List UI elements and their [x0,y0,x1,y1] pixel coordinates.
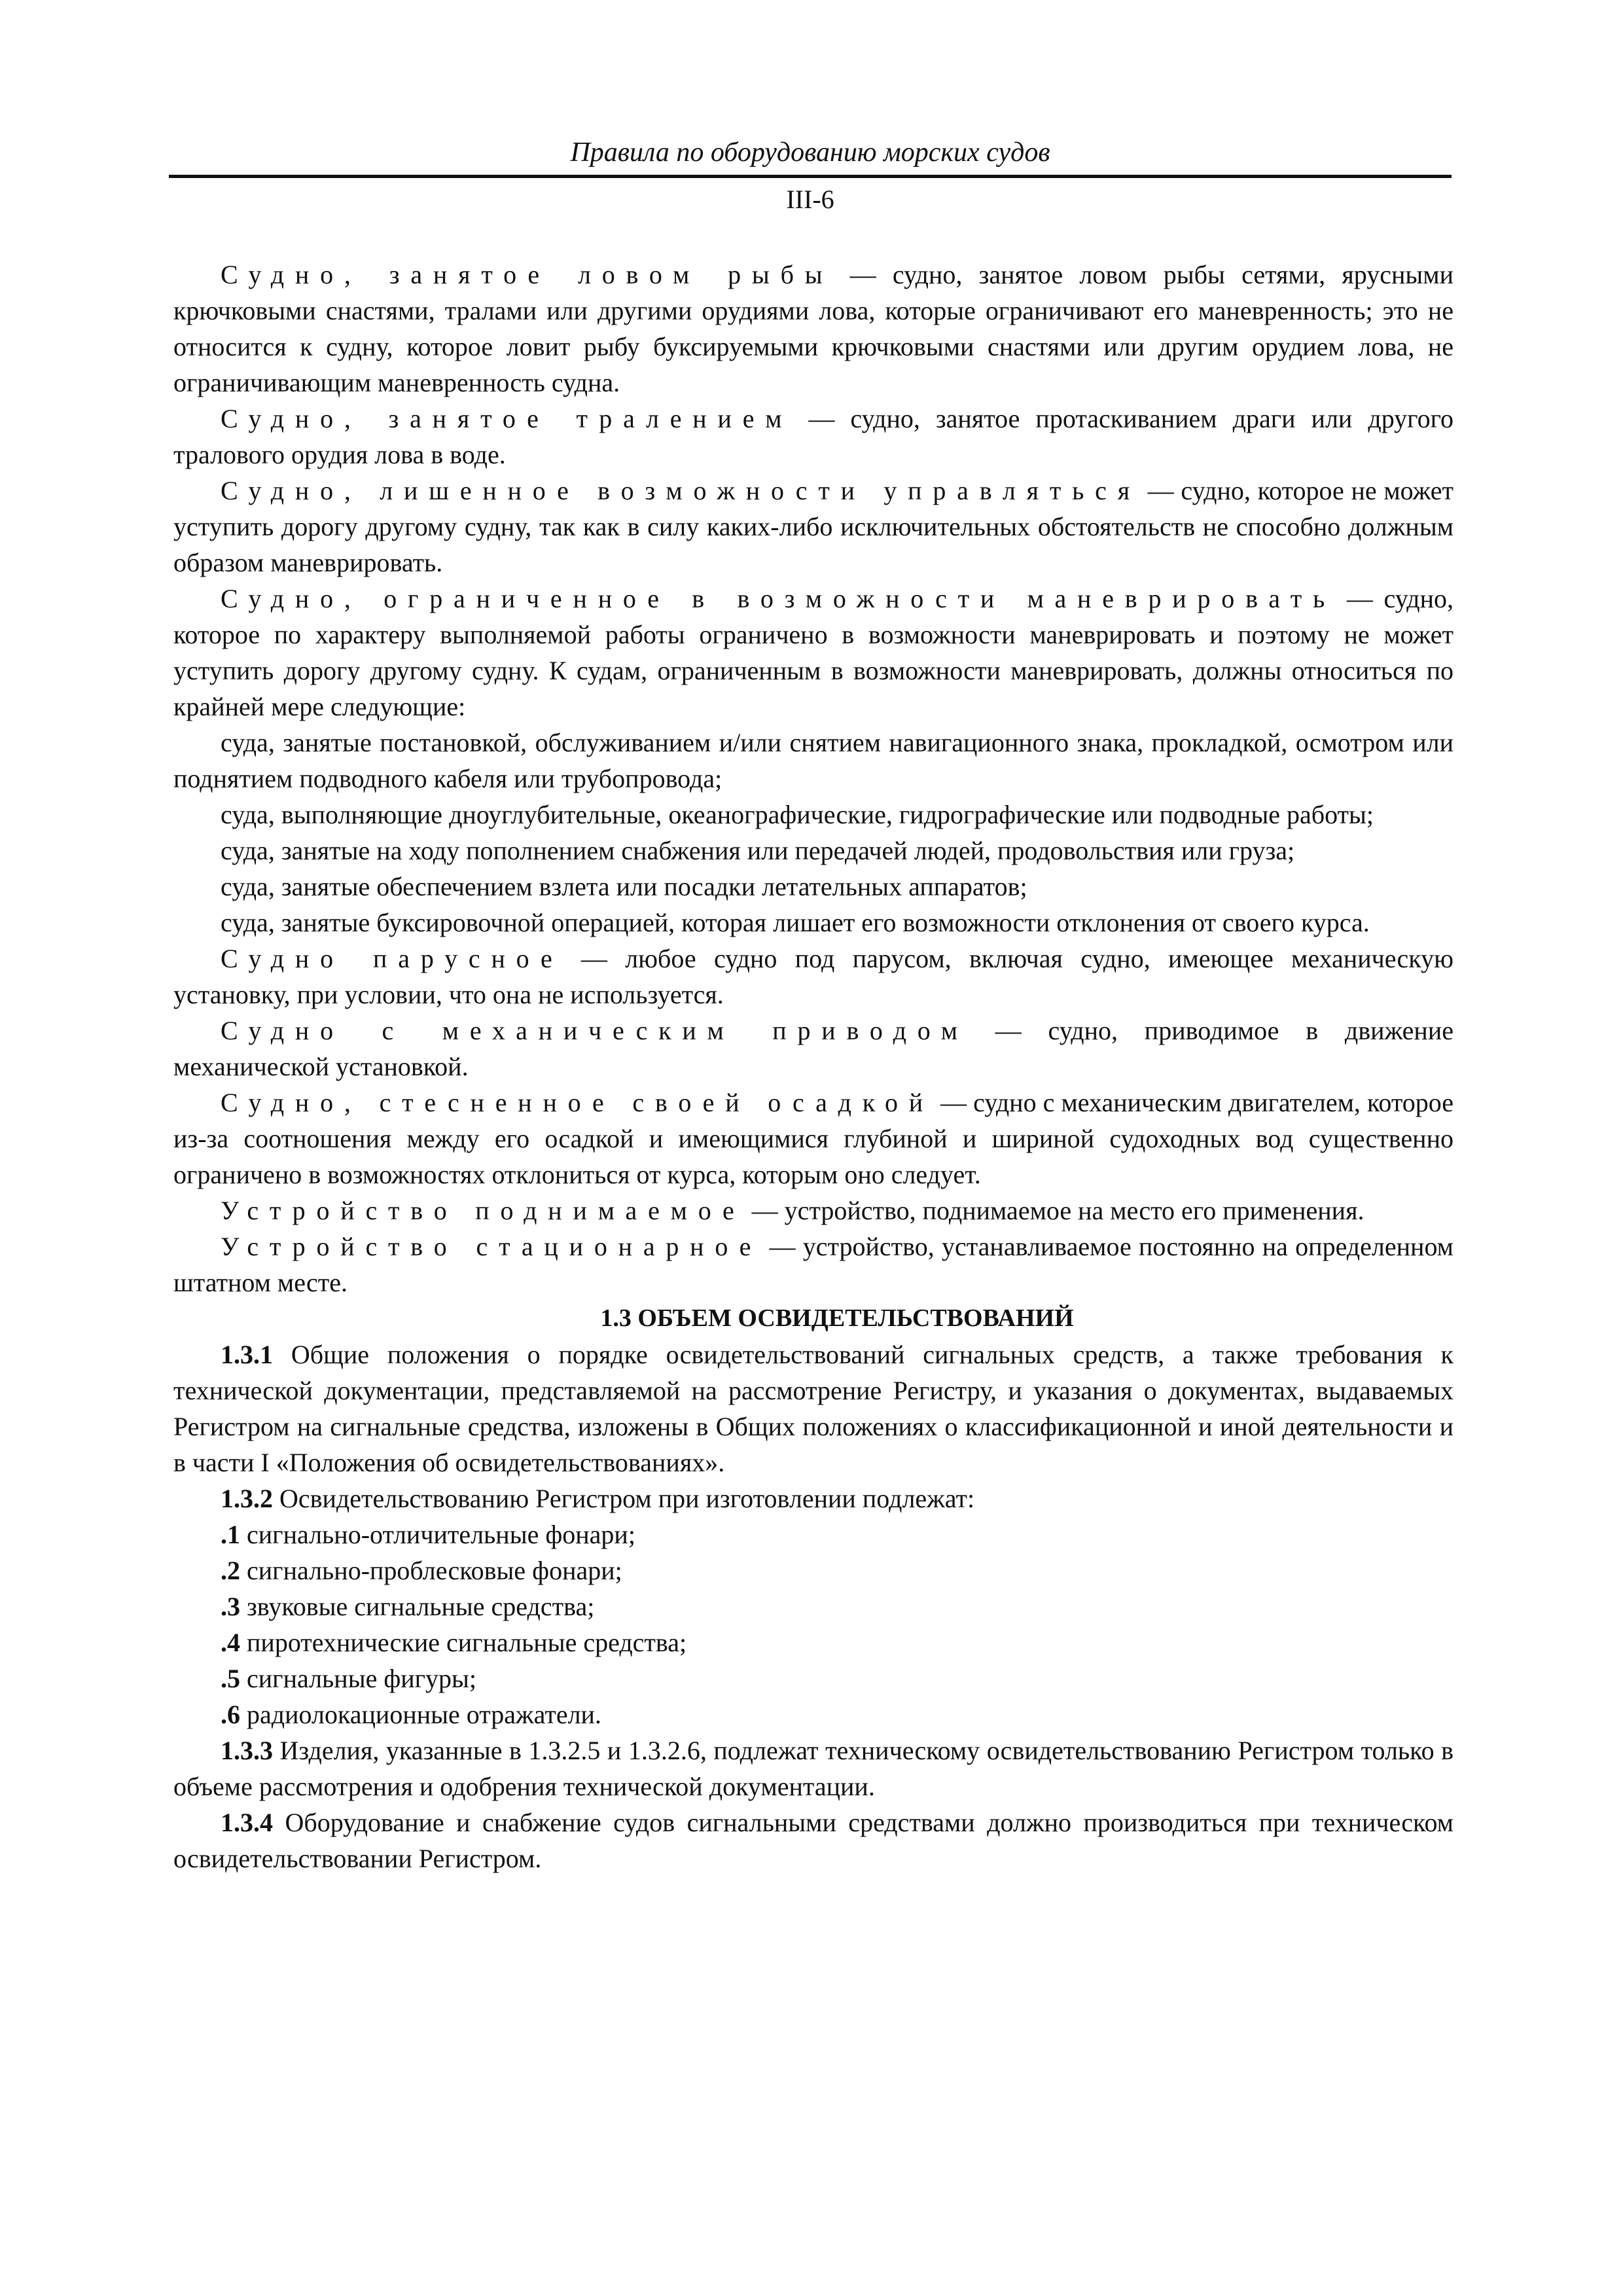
paragraph-number: 1.3.3 [221,1736,273,1765]
definition-term: Устройство поднимаемое [221,1196,745,1225]
section-paragraph [173,1804,1454,1876]
document-body [173,257,1454,1876]
item-text: сигнально-отличительные фонари; [240,1520,635,1549]
definition-text: — судно, занятое протаскиванием драги или другого тралового орудия лова в воде. [173,404,1454,469]
list-item: суда, занятые на ходу пополнением снабжения или передачей людей, продовольствия или груза; [221,836,1295,865]
definition-paragraph [173,1013,1454,1085]
header-divider [169,175,1452,178]
paragraph-number: 1.3.1 [221,1340,273,1369]
item-number: .6 [221,1700,240,1729]
definition-paragraph [173,257,1454,401]
enumerated-item [173,1660,1454,1696]
definition-text: — судно с механическим двигателем, которое из-за соотношения между его осадкой и имеющимися глубиной и шириной судоходных вод существенно ограничено в возможностях отклониться от курса, которым оно следует. [173,1088,1454,1189]
definition-term: Судно, ограниченное в возможности маневрировать [221,584,1336,613]
definition-term: Судно, занятое тралением [221,404,793,433]
definition-text: — судно, которое по характеру выполняемой работы ограничено в возможности маневрировать и поэтому не может уступить дорогу другому судну. К судам, ограниченным в возможности маневрировать, должны относиться по крайней мере следующие: [173,584,1454,721]
definition-paragraph [173,941,1454,1013]
item-number: .5 [221,1664,240,1693]
enumerated-item [173,1588,1454,1624]
definition-paragraph [173,1085,1454,1193]
paragraph-text: Оборудование и снабжение судов сигнальными средствами должно производиться при техническом освидетельствовании Регистром. [173,1808,1454,1873]
definition-text: — судно, которое не может уступить дорогу другому судну, так как в силу каких-либо исключительных обстоятельств не способно должным образом маневрировать. [173,476,1454,577]
enumerated-item [173,1516,1454,1552]
definition-paragraph [173,1229,1454,1300]
definition-term: Судно, лишенное возможности управляться [221,476,1141,505]
definition-paragraph [173,1193,1454,1229]
item-number: .4 [221,1628,240,1657]
list-item: суда, выполняющие дноуглубительные, океанографические, гидрографические или подводные работы; [221,800,1374,829]
definition-text: — любое судно под парусом, включая судно, имеющее механическую установку, при условии, что она не используется. [173,944,1454,1009]
definition-text: — судно, занятое ловом рыбы сетями, ярусными крючковыми снастями, тралами или другими орудиями лова, которые ограничивают его маневренность; это не относится к судну, которое ловит рыбу буксируемыми крючковыми снастями или другим орудием лова, не ограничивающим маневренность судна. [173,260,1454,397]
section-paragraph [173,1336,1454,1480]
definition-text: — устройство, устанавливаемое постоянно на определенном штатном месте. [173,1232,1454,1297]
paragraph-text: Изделия, указанные в 1.3.2.5 и 1.3.2.6, подлежат техническому освидетельствованию Регистром только в объеме рассмотрения и одобрения технической документации. [173,1736,1454,1801]
list-item: суда, занятые обеспечением взлета или посадки летательных аппаратов; [221,872,1027,901]
definition-paragraph [173,581,1454,725]
item-text: звуковые сигнальные средства; [240,1592,595,1621]
paragraph-text: Освидетельствованию Регистром при изготовлении подлежат: [273,1484,975,1513]
list-item: суда, занятые постановкой, обслуживанием и/или снятием навигационного знака, прокладкой, осмотром или поднятием подводного кабеля или трубопровода; [173,728,1454,793]
page-number: III-6 [786,185,834,214]
document-title: Правила по оборудованию морских судов [570,137,1050,168]
item-text: сигнально-проблесковые фонари; [240,1556,622,1585]
definition-term: Судно, занятое ловом рыбы [221,260,834,289]
definition-term: Устройство стационарное [221,1232,762,1261]
item-text: пиротехнические сигнальные средства; [240,1628,687,1657]
enumerated-item [173,1696,1454,1732]
item-text: сигнальные фигуры; [240,1664,477,1693]
paragraph-text: Общие положения о порядке освидетельствований сигнальных средств, а также требования к технической документации, представляемой на рассмотрение Регистру, и указания о документах, выдаваемых Регистром на сигнальные средства, изложены в Общих положениях о классификационной и иной деятельности и в части I «Положения об освидетельствованиях». [173,1340,1454,1477]
section-paragraph [173,1732,1454,1804]
definition-paragraph [173,401,1454,473]
definition-term: Судно парусное [221,944,563,973]
definition-paragraph [173,473,1454,581]
section-paragraph [173,1480,1454,1516]
list-item: суда, занятые буксировочной операцией, которая лишает его возможности отклонения от своего курса. [221,908,1370,937]
page-header [169,134,1452,217]
section-heading: 1.3 ОБЪЕМ ОСВИДЕТЕЛЬСТВОВАНИЙ [600,1304,1074,1332]
definition-term: Судно, стесненное своей осадкой [221,1088,935,1117]
enumerated-item [173,1624,1454,1660]
item-number: .1 [221,1520,240,1549]
paragraph-number: 1.3.2 [221,1484,273,1513]
definition-text: — судно, приводимое в движение механической установкой. [173,1016,1454,1081]
enumerated-item [173,1552,1454,1588]
item-text: радиолокационные отражатели. [240,1700,601,1729]
paragraph-number: 1.3.4 [221,1808,273,1837]
item-number: .3 [221,1592,240,1621]
definition-term: Судно с механическим приводом [221,1016,969,1045]
definition-text: — устройство, поднимаемое на место его применения. [745,1196,1364,1225]
item-number: .2 [221,1556,240,1585]
